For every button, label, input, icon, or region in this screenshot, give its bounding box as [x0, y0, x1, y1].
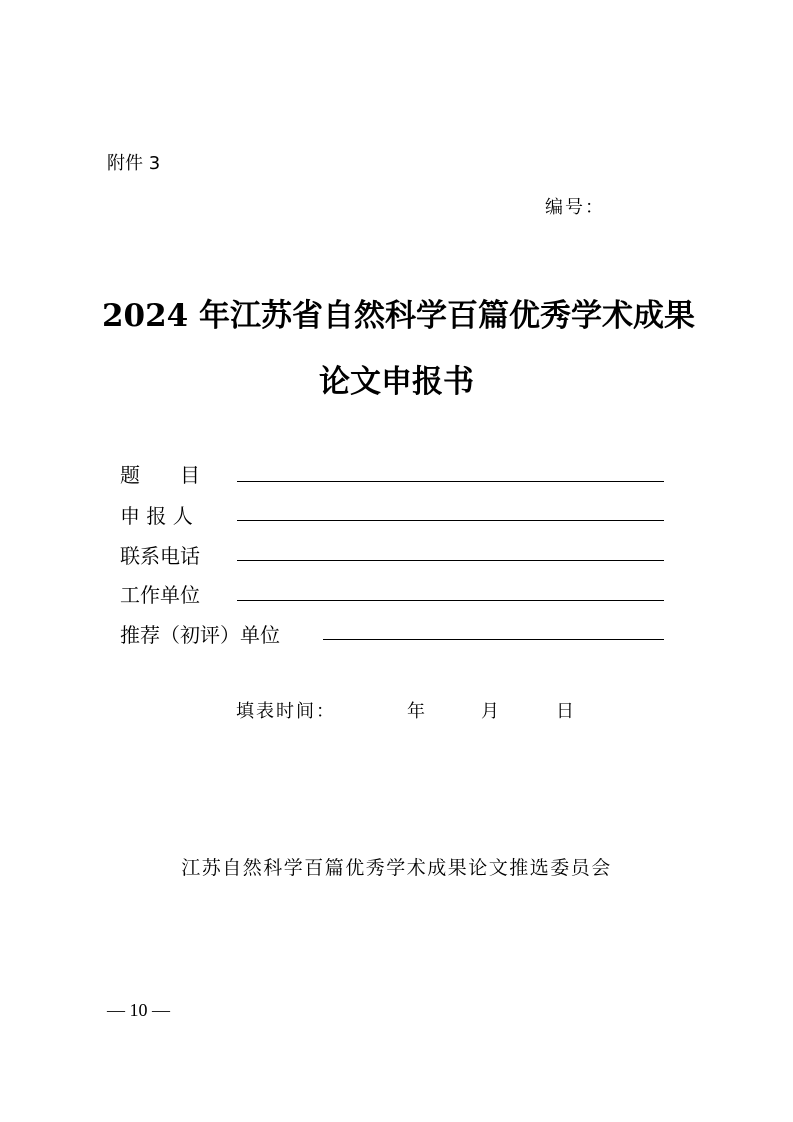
field-applicant-label: 申 报 人 [120, 504, 193, 528]
field-applicant-line[interactable] [237, 520, 664, 521]
fill-date-day: 日 [556, 701, 574, 722]
document-title-line2: 论文申报书 [319, 364, 474, 400]
field-phone-label: 联系电话 [120, 544, 200, 568]
serial-number-label: 编号： [545, 197, 605, 218]
field-recommender-label: 推荐（初评）单位 [120, 623, 280, 647]
field-workplace-line[interactable] [237, 600, 664, 601]
title-line1-text: 2024 年江苏省自然科学百篇优秀学术成果 [101, 298, 696, 334]
fill-date-month: 月 [481, 701, 499, 722]
fill-date-label: 填表时间： [236, 701, 336, 722]
field-recommender-line[interactable] [323, 639, 664, 640]
field-workplace-label: 工作单位 [120, 583, 200, 607]
fill-date-year: 年 [407, 701, 425, 722]
page-number: — 10 — [107, 1000, 170, 1020]
field-title-line[interactable] [237, 481, 664, 482]
attachment-label: 附件 3 [107, 153, 161, 174]
field-phone-line[interactable] [237, 560, 664, 561]
field-title-label: 题 目 [120, 463, 200, 487]
committee-name: 江苏自然科学百篇优秀学术成果论文推选委员会 [181, 857, 612, 879]
document-title-line1 [0, 290, 793, 335]
